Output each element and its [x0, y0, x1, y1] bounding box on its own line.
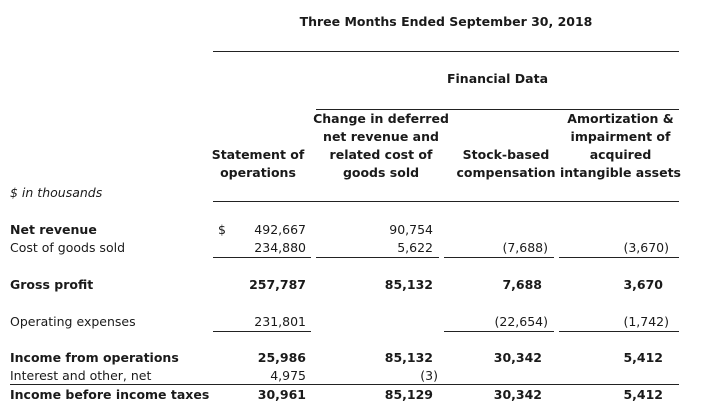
col-header-statement-line: operations	[220, 165, 296, 180]
cell-deferred: 85,132	[384, 277, 433, 292]
col-header-deferred	[306, 110, 456, 182]
subtotal-rule	[213, 331, 311, 332]
cell-deferred: 5,622	[397, 240, 433, 255]
subtotal-rule	[316, 257, 439, 258]
row-label: Interest and other, net	[10, 368, 152, 383]
header-rule	[213, 201, 679, 202]
col-header-deferred-line: net revenue and	[323, 129, 439, 144]
cell-statement: 4,975	[270, 368, 306, 383]
cell-deferred: 85,129	[384, 387, 433, 402]
subtotal-rule	[559, 331, 679, 332]
cell-amort: 5,412	[623, 387, 663, 402]
cell-deferred: 85,132	[384, 350, 433, 365]
units-label: $ in thousands	[10, 185, 103, 200]
subtotal-rule	[10, 384, 679, 385]
col-header-statement	[208, 146, 308, 182]
cell-stock: (7,688)	[502, 240, 548, 255]
cell-statement: 25,986	[257, 350, 306, 365]
cell-deferred: (3)	[420, 368, 438, 383]
row-label: Net revenue	[10, 222, 97, 237]
col-header-stock	[456, 146, 556, 182]
group-header: Financial Data	[446, 71, 549, 86]
row-label: Income before income taxes	[10, 387, 210, 402]
cell-stock: 7,688	[502, 277, 542, 292]
col-header-amort-line: Amortization &	[567, 111, 674, 126]
report-title: Three Months Ended September 30, 2018	[299, 14, 593, 29]
row-label: Income from operations	[10, 350, 179, 365]
currency-symbol: $	[218, 222, 226, 237]
cell-amort: (1,742)	[623, 314, 669, 329]
col-header-deferred-line: goods sold	[342, 165, 420, 180]
col-header-stock-line: Stock-based	[462, 147, 550, 162]
row-label: Operating expenses	[10, 314, 136, 329]
cell-statement: 492,667	[254, 222, 306, 237]
title-rule	[213, 51, 679, 52]
cell-statement: 231,801	[254, 314, 306, 329]
col-header-amort	[558, 110, 683, 182]
row-label: Gross profit	[10, 277, 94, 292]
cell-deferred: 90,754	[389, 222, 433, 237]
subtotal-rule	[444, 257, 554, 258]
col-header-deferred-line: Change in deferred	[313, 111, 449, 126]
subtotal-rule	[444, 331, 554, 332]
cell-statement: 257,787	[249, 277, 306, 292]
subtotal-rule	[213, 257, 311, 258]
cell-stock: (22,654)	[494, 314, 548, 329]
cell-stock: 30,342	[493, 387, 542, 402]
col-header-deferred-line: related cost of	[329, 147, 433, 162]
cell-statement: 30,961	[257, 387, 306, 402]
cell-stock: 30,342	[493, 350, 542, 365]
cell-amort: (3,670)	[623, 240, 669, 255]
col-header-amort-line: intangible assets	[560, 165, 681, 180]
cell-amort: 3,670	[623, 277, 663, 292]
row-label: Cost of goods sold	[10, 240, 126, 255]
subtotal-rule	[559, 257, 679, 258]
col-header-stock-line: compensation	[456, 165, 556, 180]
col-header-amort-line: impairment of	[570, 129, 671, 144]
col-header-amort-line: acquired	[589, 147, 652, 162]
cell-amort: 5,412	[623, 350, 663, 365]
cell-statement: 234,880	[254, 240, 306, 255]
col-header-statement-line: Statement of	[211, 147, 305, 162]
